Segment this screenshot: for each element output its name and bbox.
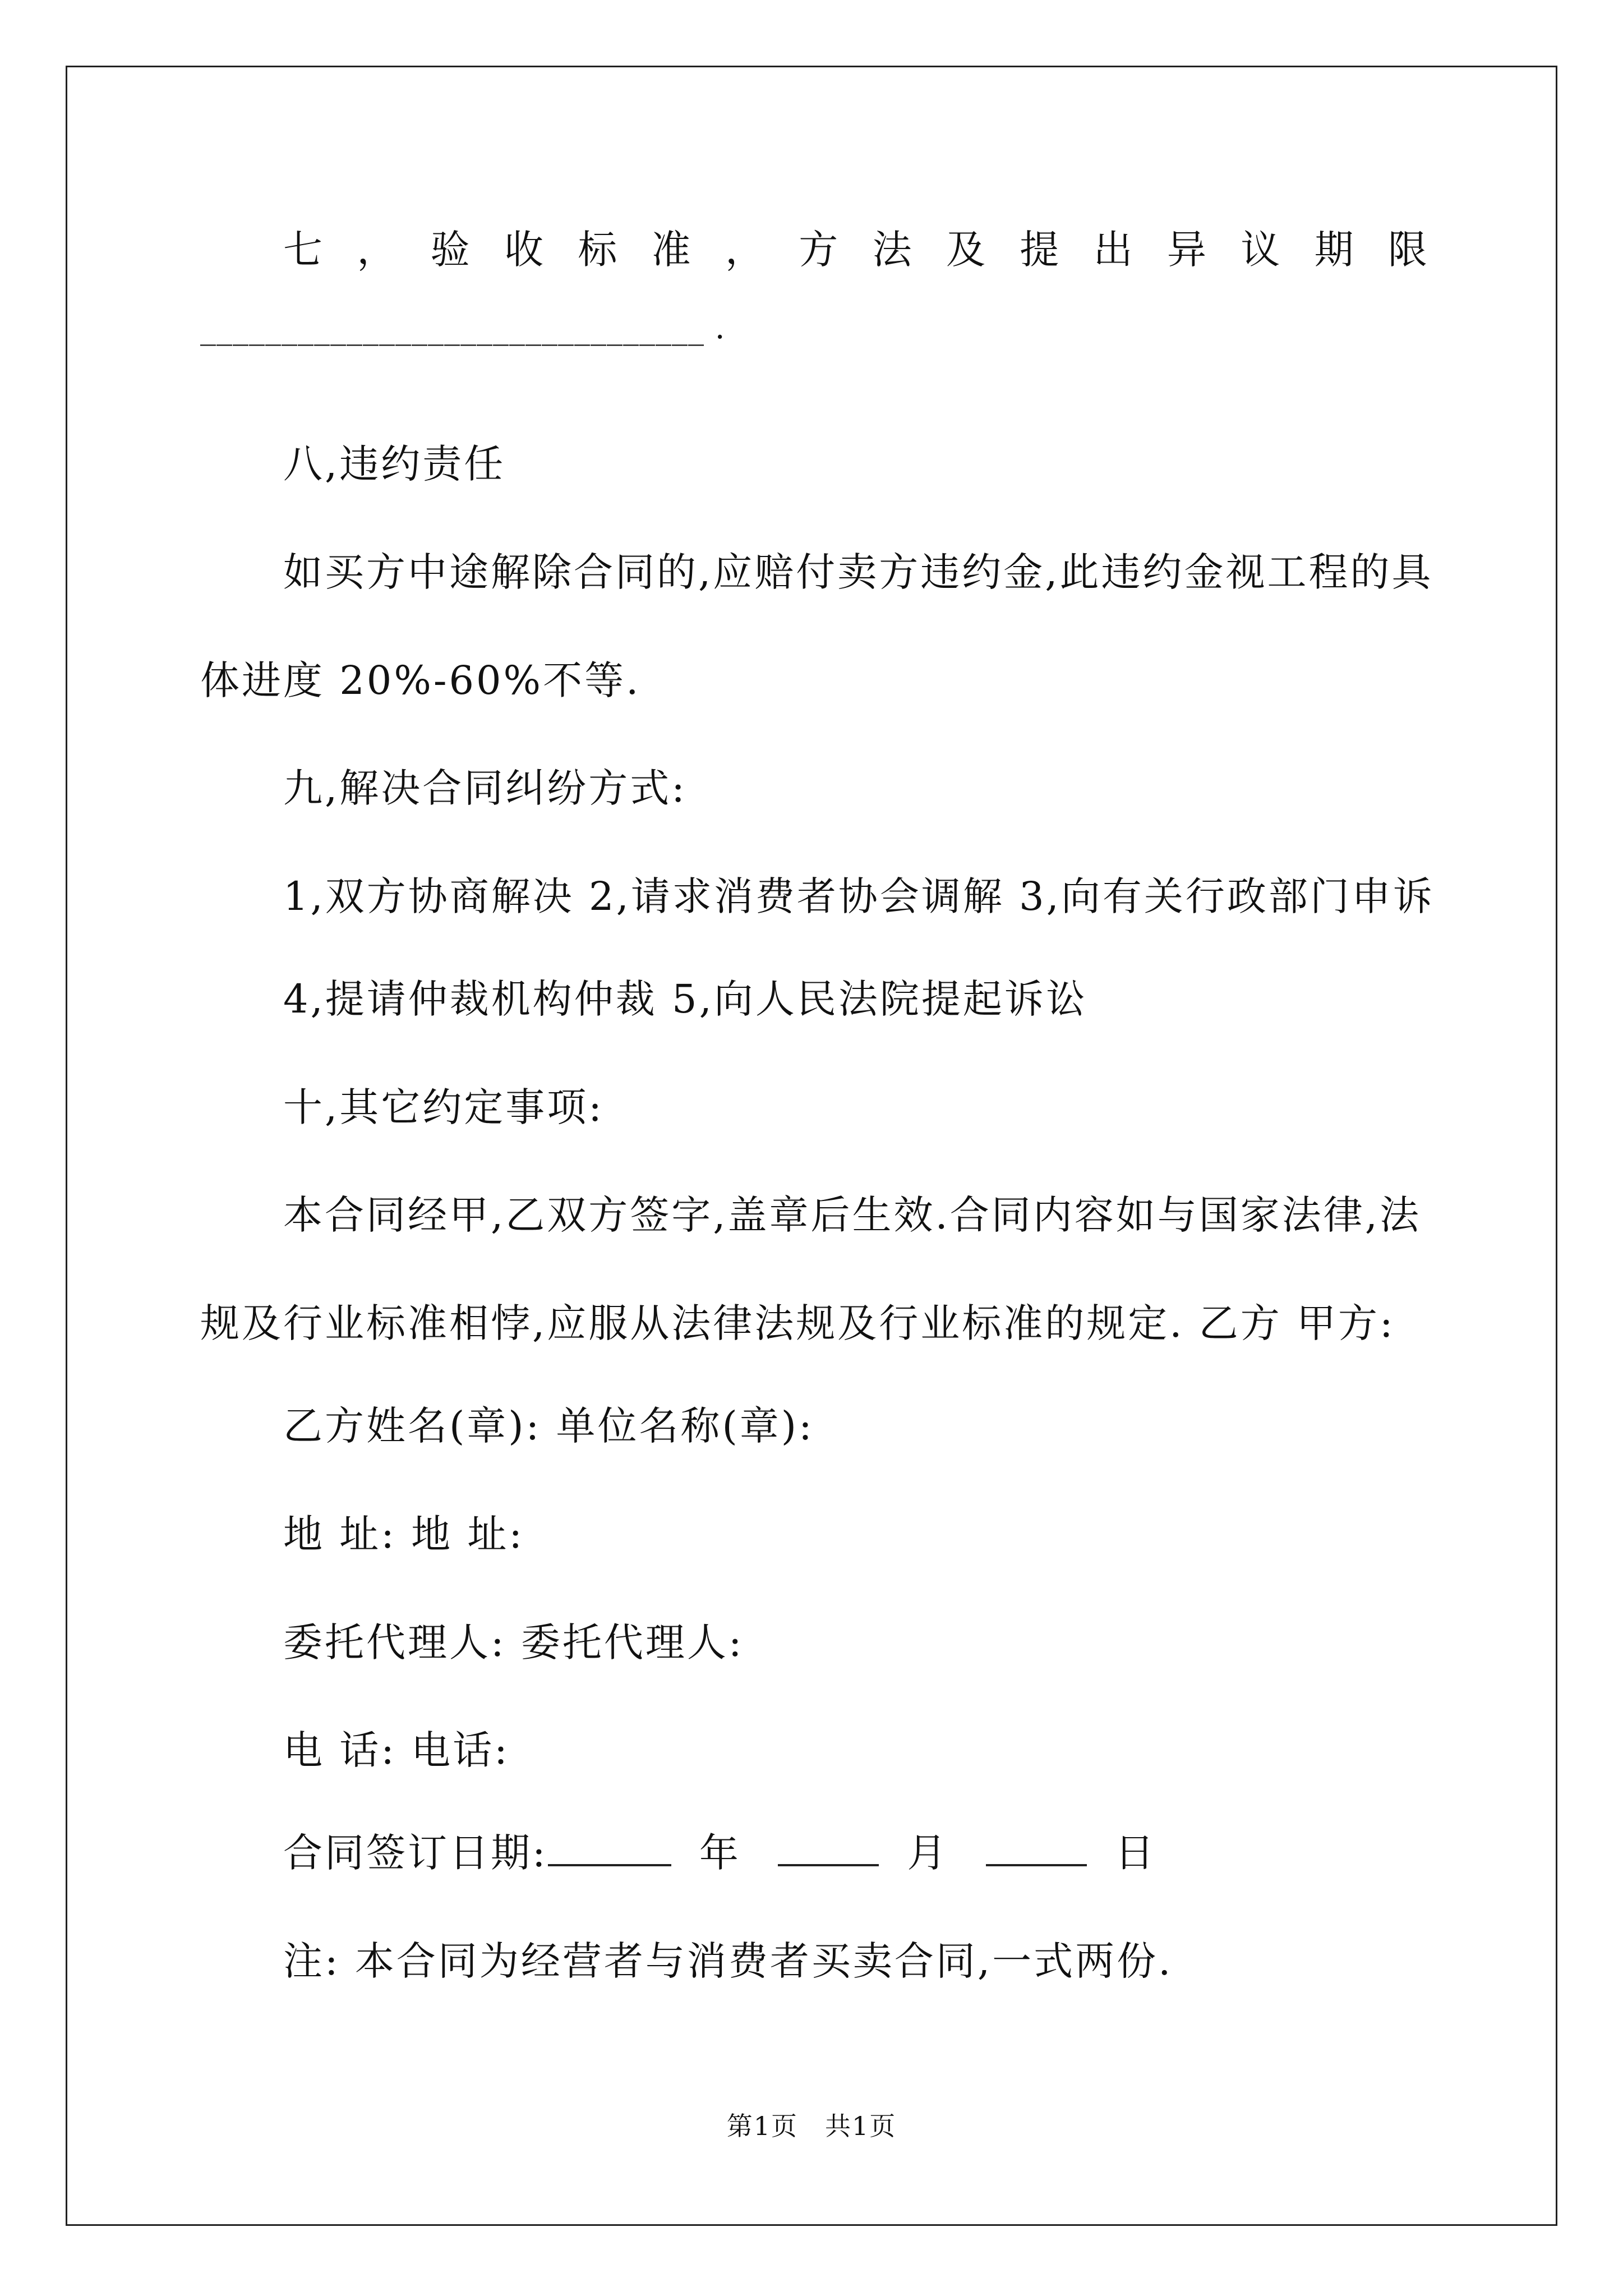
section-10-text-line-1: 本合同经甲,乙双方签字,盖章后生效.合同内容如与国家法律,法 bbox=[283, 1192, 1422, 1238]
date-label: 合同签订日期: bbox=[283, 1830, 548, 1876]
note-line: 注: 本合同为经营者与消费者买卖合同,一式两份. bbox=[283, 1938, 1173, 1984]
heading-char: 收 bbox=[504, 227, 543, 273]
heading-char: 准 bbox=[651, 227, 691, 273]
section-7-blank-line: _______________________________ . bbox=[200, 310, 726, 346]
heading-char: 方 bbox=[799, 227, 838, 273]
signature-address-line: 地 址: 地 址: bbox=[283, 1511, 524, 1557]
heading-char: ， bbox=[725, 227, 764, 273]
heading-char: 法 bbox=[872, 227, 912, 273]
section-10-text-line-2: 规及行业标准相悖,应服从法律法规及行业标准的规定. 乙方 甲方: bbox=[200, 1300, 1395, 1346]
heading-char: 限 bbox=[1387, 227, 1427, 273]
section-9-title: 九,解决合同纠纷方式: bbox=[283, 765, 687, 811]
heading-char: 验 bbox=[430, 227, 470, 273]
contract-date-line bbox=[283, 1828, 1156, 1878]
section-9-text-line-2: 4,提请仲裁机构仲裁 5,向人民法院提起诉讼 bbox=[283, 976, 1087, 1022]
heading-char: 异 bbox=[1166, 227, 1206, 273]
signature-phone-line: 电 话: 电话: bbox=[283, 1727, 510, 1773]
section-7-heading bbox=[283, 224, 1427, 275]
section-9-text-line-1: 1,双方协商解决 2,请求消费者协会调解 3,向有关行政部门申诉 bbox=[283, 873, 1435, 919]
section-8-text-line-2: 体进度 20%-60%不等. bbox=[200, 657, 641, 703]
year-label: 年 bbox=[699, 1830, 741, 1876]
signature-name-line: 乙方姓名(章): 单位名称(章): bbox=[283, 1403, 814, 1449]
heading-char: 标 bbox=[578, 227, 617, 273]
month-blank bbox=[778, 1829, 879, 1866]
heading-char: 提 bbox=[1020, 227, 1059, 273]
day-blank bbox=[986, 1829, 1087, 1866]
heading-char: 议 bbox=[1241, 227, 1280, 273]
year-blank bbox=[548, 1829, 671, 1866]
section-8-text-line-1: 如买方中途解除合同的,应赔付卖方违约金,此违约金视工程的具 bbox=[283, 549, 1433, 595]
heading-char: 期 bbox=[1314, 227, 1354, 273]
page-number-footer: 第1页 共1页 bbox=[726, 2111, 897, 2141]
section-10-title: 十,其它约定事项: bbox=[283, 1084, 604, 1130]
signature-agent-line: 委托代理人: 委托代理人: bbox=[283, 1619, 744, 1665]
month-label: 月 bbox=[907, 1830, 949, 1876]
day-label: 日 bbox=[1114, 1830, 1156, 1876]
heading-char: 及 bbox=[946, 227, 985, 273]
heading-char: ， bbox=[357, 227, 396, 273]
section-8-title: 八,违约责任 bbox=[283, 441, 506, 487]
heading-char: 出 bbox=[1093, 227, 1133, 273]
page-border bbox=[66, 66, 1557, 2226]
heading-char: 七 bbox=[283, 227, 322, 273]
